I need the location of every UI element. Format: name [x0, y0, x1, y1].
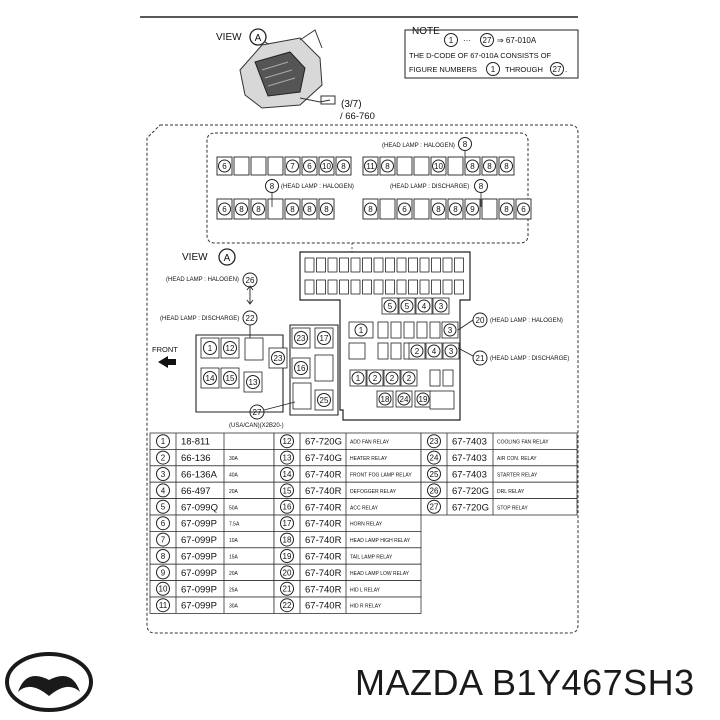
inset-marker-8-a: 8: [462, 139, 468, 149]
inset-label-hl-top: (HEAD LAMP : HALOGEN): [382, 143, 455, 149]
table-amp: 20A: [229, 488, 238, 495]
table-num: 3: [160, 469, 166, 479]
table-amp: 20A: [229, 570, 238, 577]
table-code: 67-740R: [305, 469, 342, 481]
top-mini-slot: [328, 280, 337, 294]
table-num: 26: [429, 486, 439, 496]
brand-part-number: MAZDA B1Y467SH3: [355, 662, 695, 703]
right-row1-fuse: 5: [387, 301, 393, 311]
top-mini-slot: [455, 258, 464, 272]
table-amp: 15A: [229, 554, 238, 561]
svg-text:THROUGH: THROUGH: [505, 65, 543, 74]
table-code: 67-740R: [305, 485, 342, 497]
left-fuse: 12: [225, 343, 235, 353]
inset-top-right-fuse-num: 11: [366, 161, 375, 171]
inset-bot-left-fuse-num: 8: [307, 204, 312, 214]
table-num: 22: [282, 601, 292, 611]
table-num: 23: [429, 437, 439, 447]
svg-text:27: 27: [552, 65, 562, 74]
top-mini-slot: [397, 258, 406, 272]
inset-top-left-fuse-num: 6: [307, 161, 312, 171]
inset-bot-right-fuse-num: 9: [470, 204, 475, 214]
table-code: 67-720G: [305, 436, 342, 448]
right-row5-fuse: 24: [399, 394, 409, 404]
top-mini-slot: [386, 280, 395, 294]
left-fuse: 14: [205, 373, 215, 383]
table-num: 1: [160, 437, 166, 447]
svg-text:1: 1: [448, 36, 454, 45]
inset-top-left-slot: [234, 157, 249, 175]
inset-bot-left-fuse-num: 6: [222, 204, 227, 214]
inset-bot-right-fuse-num: 8: [504, 204, 509, 214]
table-desc: HEAD LAMP LOW RELAY: [350, 570, 409, 577]
top-mini-slot: [340, 280, 349, 294]
inset-bot-right-fuse-num: 6: [521, 204, 526, 214]
table-desc: FRONT FOG LAMP RELAY: [350, 472, 412, 479]
table-code: 67-740R: [305, 584, 342, 596]
right-row1-fuse: 4: [421, 301, 427, 311]
table-amp: 7.5A: [229, 521, 240, 528]
table-code: 67-099P: [181, 535, 217, 547]
svg-text:.: .: [565, 65, 568, 74]
table-code: 67-740R: [305, 600, 342, 612]
table-amp: 40A: [229, 472, 238, 479]
right-row3-fuse: 2: [414, 346, 420, 356]
callout-27-label: (USA/CAN)(X2B20-): [229, 423, 284, 429]
top-mini-slot: [409, 280, 418, 294]
table-desc: ADD FAN RELAY: [350, 439, 390, 446]
inset-bot-right-slot: [482, 199, 497, 219]
inset-top-right-fuse-num: 10: [434, 161, 443, 171]
inset-marker-8-b: 8: [269, 181, 275, 191]
top-mini-slot: [305, 280, 314, 294]
ref-bottom: / 66-760: [340, 111, 375, 122]
top-mini-slot: [363, 280, 372, 294]
table-code: 67-740R: [305, 567, 342, 579]
mazda-logo-icon: [4, 650, 94, 719]
inset-bot-right-slot: [414, 199, 429, 219]
top-mini-slot: [363, 258, 372, 272]
top-mini-slot: [351, 280, 360, 294]
inset-top-right-fuse-num: 8: [385, 161, 390, 171]
table-code: 67-740R: [305, 535, 342, 547]
svg-text:···: ···: [463, 36, 471, 45]
inset-top-left-slot: [268, 157, 283, 175]
right-row3-fuse: 3: [448, 346, 454, 356]
inset-bot-right-fuse-num: 8: [436, 204, 441, 214]
inset-bot-left-fuse-num: 8: [324, 204, 329, 214]
table-code: 66-136A: [181, 469, 217, 481]
top-mini-slot: [340, 258, 349, 272]
table-code: 67-099P: [181, 567, 217, 579]
inset-top-left-fuse-num: 8: [341, 161, 346, 171]
fuse-relay-table: [150, 433, 577, 613]
table-desc: HORN RELAY: [350, 521, 383, 528]
table-code: 67-7403: [452, 453, 487, 465]
right-row5-fuse: 18: [380, 394, 390, 404]
table-num: 16: [282, 502, 292, 512]
top-mini-slot: [386, 258, 395, 272]
top-mini-slot: [397, 280, 406, 294]
table-num: 4: [160, 486, 166, 496]
callout-20-label: (HEAD LAMP : HALOGEN): [490, 318, 563, 324]
right-row1-fuse: 5: [404, 301, 410, 311]
callout-21: 21: [475, 353, 485, 363]
table-num: 27: [429, 502, 439, 512]
svg-text:1: 1: [490, 65, 496, 74]
right-row4-fuse: 2: [372, 373, 378, 383]
table-desc: HID L RELAY: [350, 587, 381, 594]
right-row1-fuse: 3: [438, 301, 444, 311]
table-code: 67-720G: [452, 485, 489, 497]
table-code: 67-720G: [452, 502, 489, 514]
top-mini-slot: [305, 258, 314, 272]
table-desc: ACC RELAY: [350, 505, 378, 512]
left-fuse: 1: [207, 343, 213, 353]
top-mini-slot: [374, 258, 383, 272]
left-fuse: 13: [248, 377, 258, 387]
top-mini-slot: [328, 258, 337, 272]
table-code: 67-099P: [181, 600, 217, 612]
fuse-detail-inset: [207, 133, 531, 252]
inset-top-right-fuse-num: 8: [504, 161, 509, 171]
table-code: 67-099Q: [181, 502, 218, 514]
inset-top-right-fuse-num: 8: [470, 161, 475, 171]
callout-26-label: (HEAD LAMP : HALOGEN): [166, 277, 239, 283]
table-amp: 25A: [229, 587, 238, 594]
table-desc: HEATER RELAY: [350, 456, 388, 463]
top-mini-slot: [443, 280, 452, 294]
table-num: 9: [160, 568, 166, 578]
table-num: 12: [282, 437, 292, 447]
table-num: 14: [282, 469, 292, 479]
front-label: FRONT: [152, 345, 178, 354]
right-row5-fuse: 19: [418, 394, 428, 404]
table-num: 2: [160, 453, 166, 463]
inset-bot-right-fuse-num: 8: [453, 204, 458, 214]
inset-marker-8-c: 8: [478, 181, 484, 191]
inset-top-right-slot: [448, 157, 463, 175]
top-mini-slot: [432, 280, 441, 294]
box-view-label: VIEW: [182, 252, 208, 263]
svg-text:FIGURE NUMBERS: FIGURE NUMBERS: [409, 65, 477, 74]
table-num: 6: [160, 519, 166, 529]
view-label: VIEW: [216, 32, 242, 43]
table-amp: 10A: [229, 538, 238, 545]
inset-label-dis-right: (HEAD LAMP : DISCHARGE): [390, 184, 470, 190]
callout-22: 22: [245, 313, 255, 323]
inset-bot-right-slot: [380, 199, 395, 219]
table-code: 67-7403: [452, 436, 487, 448]
table-num: 24: [429, 453, 439, 463]
table-num: 21: [282, 584, 292, 594]
fuse-box-layout: [160, 252, 569, 429]
svg-text:⇒ 67-010A: ⇒ 67-010A: [497, 36, 537, 45]
callout-27: 27: [252, 407, 262, 417]
inset-top-left-fuse-num: 6: [222, 161, 227, 171]
table-desc: DRL RELAY: [497, 488, 525, 495]
table-num: 7: [160, 535, 166, 545]
table-num: 5: [160, 502, 166, 512]
right-row2-fuse: 3: [447, 325, 453, 335]
inset-top-left-fuse-num: 10: [322, 161, 331, 171]
top-mini-slot: [432, 258, 441, 272]
view-letter: A: [254, 33, 262, 44]
table-num: 15: [282, 486, 292, 496]
inset-top-right-fuse-num: 8: [487, 161, 492, 171]
table-code: 67-099P: [181, 518, 217, 530]
right-row4-fuse: 1: [355, 373, 361, 383]
table-num: 19: [282, 551, 292, 561]
table-num: 25: [429, 469, 439, 479]
table-desc: STARTER RELAY: [497, 472, 538, 479]
callout-21-label: (HEAD LAMP : DISCHARGE): [490, 356, 570, 362]
inset-bot-left-fuse-num: 8: [256, 204, 261, 214]
table-desc: STOP RELAY: [497, 505, 528, 512]
table-code: 67-740G: [305, 453, 342, 465]
inset-top-right-slot: [397, 157, 412, 175]
inset-label-hl-left: (HEAD LAMP : HALOGEN): [281, 184, 354, 190]
top-mini-slot: [409, 258, 418, 272]
note-line2: THE D-CODE OF 67-010A CONSISTS OF: [409, 51, 552, 60]
table-desc: HEAD LAMP HIGH RELAY: [350, 538, 411, 545]
top-mini-slot: [455, 280, 464, 294]
table-desc: COOLING FAN RELAY: [497, 439, 549, 446]
table-num: 20: [282, 568, 292, 578]
table-num: 18: [282, 535, 292, 545]
table-desc: TAIL LAMP RELAY: [350, 554, 393, 561]
table-code: 67-740R: [305, 551, 342, 563]
top-mini-slot: [420, 280, 429, 294]
table-code: 67-7403: [452, 469, 487, 481]
note-title: NOTE: [412, 26, 440, 37]
table-code: 67-099P: [181, 551, 217, 563]
table-desc: AIR CON. RELAY: [497, 456, 537, 463]
table-code: 66-497: [181, 485, 211, 497]
table-num: 10: [158, 584, 168, 594]
top-mini-slot: [317, 280, 326, 294]
top-mini-slot: [317, 258, 326, 272]
inset-top-left-fuse-num: 7: [290, 161, 295, 171]
mid-fuse: 16: [296, 363, 306, 373]
table-code: 18-811: [181, 436, 210, 448]
inset-top-right-slot: [414, 157, 429, 175]
top-mini-slot: [443, 258, 452, 272]
table-amp: 50A: [229, 505, 238, 512]
box-view-letter: A: [223, 253, 231, 264]
table-code: 67-099P: [181, 584, 217, 596]
right-row2-fuse: 1: [358, 325, 364, 335]
inset-bot-right-fuse-num: 6: [402, 204, 407, 214]
right-row4-fuse: 2: [389, 373, 395, 383]
table-code: 67-740R: [305, 502, 342, 514]
table-amp: 30A: [229, 603, 238, 610]
svg-text:27: 27: [482, 36, 492, 45]
mid-fuse: 17: [319, 333, 329, 343]
front-arrow-icon: [158, 356, 176, 368]
inset-bot-left-fuse-num: 8: [239, 204, 244, 214]
top-mini-slot: [374, 280, 383, 294]
top-mini-slot: [420, 258, 429, 272]
right-row4-fuse: 2: [406, 373, 412, 383]
inset-top-left-slot: [251, 157, 266, 175]
inset-bot-left-slot: [268, 199, 283, 219]
mid-fuse: 23: [273, 353, 283, 363]
table-code: 66-136: [181, 453, 211, 465]
table-code: 67-740R: [305, 518, 342, 530]
table-num: 8: [160, 551, 166, 561]
mid-fuse: 25: [319, 395, 329, 405]
table-num: 11: [158, 601, 168, 611]
callout-22-label: (HEAD LAMP : DISCHARGE): [160, 316, 240, 322]
table-desc: HID R RELAY: [350, 603, 382, 610]
table-amp: 30A: [229, 456, 238, 463]
inset-bot-right-fuse-num: 8: [368, 204, 373, 214]
callout-26: 26: [245, 275, 255, 285]
note-box: [405, 26, 578, 78]
inset-bot-left-fuse-num: 8: [290, 204, 295, 214]
top-mini-slot: [351, 258, 360, 272]
ref-top: (3/7): [341, 99, 362, 110]
right-row3-fuse: 4: [431, 346, 437, 356]
table-num: 13: [282, 453, 292, 463]
callout-20: 20: [475, 315, 485, 325]
table-desc: DEFOGGER RELAY: [350, 488, 397, 495]
table-num: 17: [282, 519, 292, 529]
left-fuse: 15: [225, 373, 235, 383]
mid-fuse: 23: [296, 333, 306, 343]
